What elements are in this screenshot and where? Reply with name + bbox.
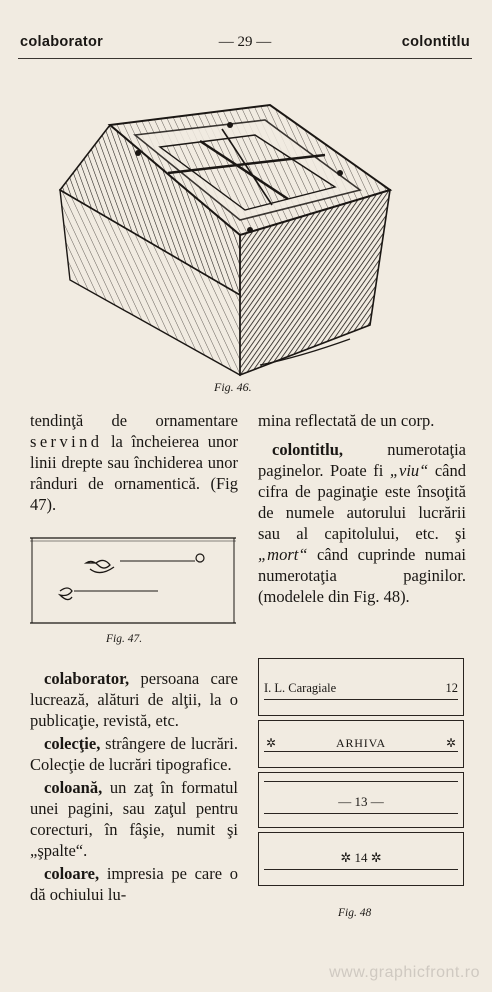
fig47-caption: Fig. 47. <box>106 633 143 645</box>
model-page-number: 12 <box>445 681 458 695</box>
entry-coloana: coloană, un zaţ în formatul unei pagini, sau zaţul pentru corecturi, în fâşie, numit şi „şpalte“. <box>30 778 239 860</box>
entry-colontitlu: colontitlu, numerotaţia paginelor. Poate fi „viu“ când cifra de paginaţie este însoţită de numele autorului lucrării sau al capitolului, etc. şi „mort“ când cuprinde numai numerotaţia paginilor. (modelele din Fig. 48). <box>258 440 466 606</box>
entry-colaborator: colaborator, persoana care lucrează, alături de alţii, la o publicaţie, revistă, etc. <box>30 669 238 730</box>
para-text-start: tendinţă de ornamentare <box>30 411 238 430</box>
para-text-rest: la încheierea unor linii drepte sau închiderea unor rânduri de ornamentică. (Fig 47). <box>30 432 238 514</box>
model-box-1 <box>258 658 464 716</box>
header-rule <box>18 58 472 59</box>
model-page-number-star: 14 <box>354 850 368 865</box>
model-title: ARHIVA <box>336 736 386 750</box>
left-column-entries <box>30 668 238 907</box>
model-box-4 <box>258 832 464 886</box>
entry-coloare: coloare, impresia pe care o dă ochiului lu- <box>30 864 238 904</box>
star-icon: ✲ <box>370 850 382 865</box>
model-box-2 <box>258 720 464 768</box>
fig47-ornament-illustration <box>30 535 236 625</box>
model-author: I. L. Caragiale <box>264 681 337 695</box>
page-number: — 29 — <box>218 34 272 50</box>
header-right-term: colontitlu <box>401 34 470 50</box>
model-page-dashes: — 13 — <box>338 794 384 809</box>
ornament-paragraph <box>30 410 238 515</box>
para-spaced-word: servind <box>30 432 103 451</box>
header-left-term: colaborator <box>20 34 104 50</box>
fig48-caption: Fig. 48 <box>338 907 372 919</box>
fig46-box-illustration <box>50 95 400 380</box>
watermark: www.graphicfront.ro <box>329 964 480 981</box>
entry-colectie: colecţie, strângere de lucrări. Colecţie de lucrări tipografice. <box>30 734 238 774</box>
left-column-top <box>30 410 238 515</box>
fig46-caption: Fig. 46. <box>214 380 252 394</box>
fig48-header-models <box>258 658 464 886</box>
star-icon: ✲ <box>340 850 352 865</box>
running-header <box>20 34 470 56</box>
right-column <box>258 410 466 607</box>
star-icon: ✲ <box>445 736 456 750</box>
model-box-3 <box>258 772 464 828</box>
continuation-text: mina reflectată de un corp. <box>258 411 435 430</box>
star-icon: ✲ <box>266 736 277 750</box>
